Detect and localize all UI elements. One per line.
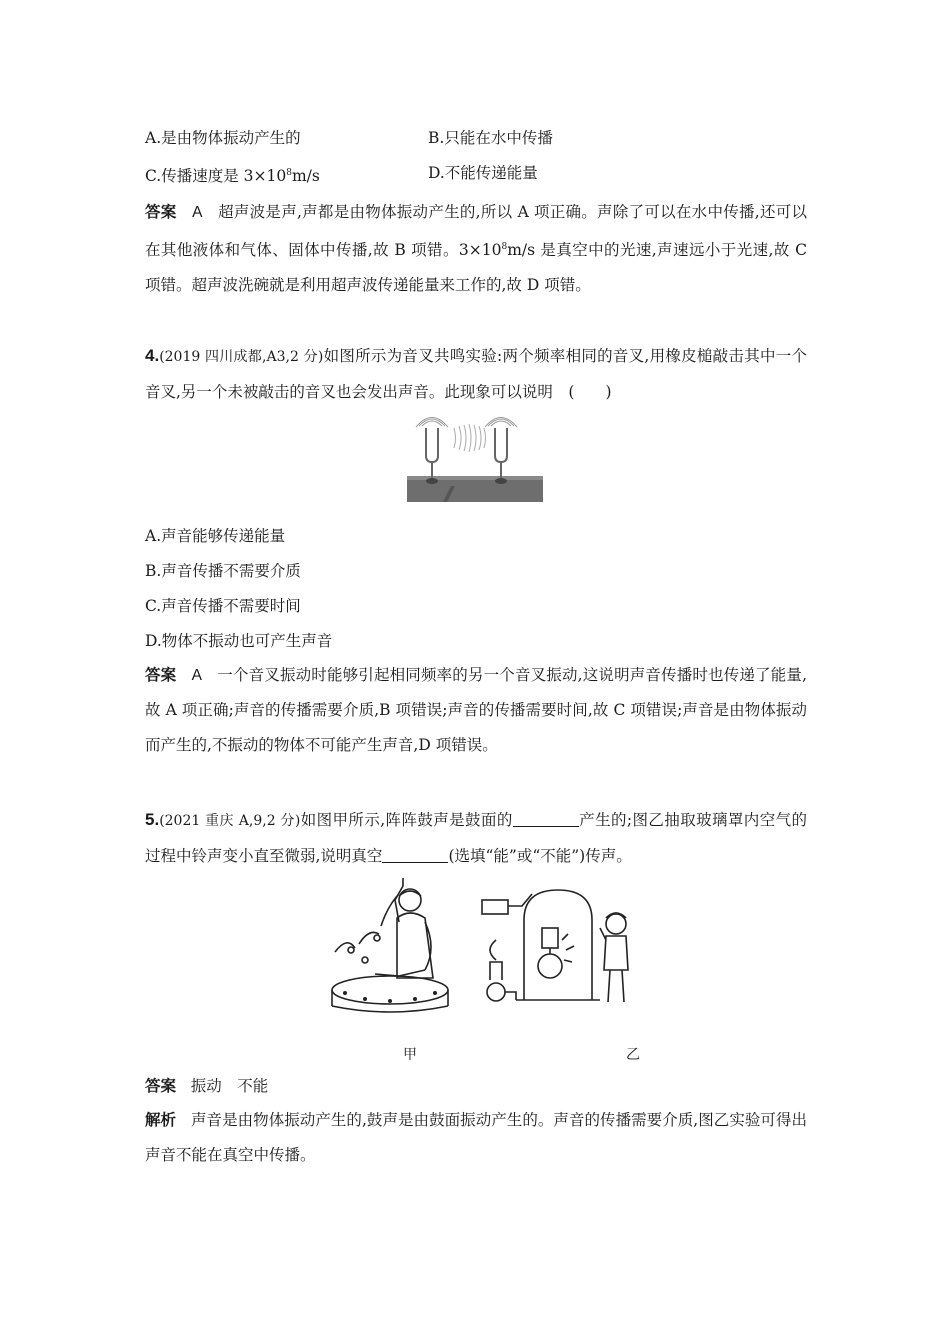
q3-option-d: D.不能传递能量 (428, 164, 538, 182)
question-number: 4. (145, 346, 160, 365)
drum-figure (325, 878, 465, 1013)
q5-analysis-block: 解析 声音是由物体振动产生的,鼓声是由鼓面振动产生的。声音的传播需要介质,图乙实验可得出声音不能在真空中传播。 (145, 1111, 807, 1164)
answer-label: 答案 (145, 1077, 177, 1095)
question-number: 5. (145, 810, 160, 829)
question-source: (2019 四川成都,A3,2 分) (159, 349, 324, 365)
analysis-label: 解析 (145, 1111, 177, 1129)
figure-caption-left: 甲 (403, 1047, 417, 1063)
q4-option-c: C.声音传播不需要时间 (145, 597, 301, 615)
tuning-fork-figure (407, 414, 543, 502)
q4-option-a: A.声音能够传递能量 (145, 527, 286, 545)
answer-label: 答案 (145, 203, 177, 221)
q3-option-b: B.只能在水中传播 (428, 129, 553, 147)
q5-answer (145, 1076, 268, 1096)
bell-jar-figure (476, 880, 636, 1010)
q3-option-c: C.传播速度是 $3\times 10^8m/s$ (145, 167, 320, 185)
q4-option-b: B.声音传播不需要介质 (145, 562, 301, 580)
answer-text: 振动 不能 (190, 1077, 269, 1095)
q3-answer-block: 答案 A 超声波是声,声都是由物体振动产生的,所以 A 项正确。声除了可以在水中传播,还可以在其他液体和气体、固体中传播,故 B 项错。$3\times 10^8m/s$ 是真空中的光速,声速远小于光速,故 C 项错。超声波洗碗就是利用超声波传递能量来工作的,故 D 项错。 (145, 203, 808, 294)
figure-caption-right: 乙 (626, 1047, 640, 1063)
q5-stem: 5.(2021 重庆 A,9,2 分)如图甲所示,阵阵鼓声是鼓面的 产生的;图乙抽取玻璃罩内空气的过程中铃声变小直至微弱,说明真空 (选填“能”或“不能”)传声。 (145, 810, 807, 865)
question-source: (2021 重庆 A,9,2 分) (159, 813, 301, 829)
answer-letter: A (192, 204, 203, 221)
q4-option-d: D.物体不振动也可产生声音 (145, 632, 333, 650)
answer-letter: A (191, 667, 202, 684)
answer-blank-2 (382, 848, 448, 863)
q4-stem: 4.(2019 四川成都,A3,2 分)如图所示为音叉共鸣实验:两个频率相同的音叉,用橡皮槌敲击其中一个音叉,另一个未被敲击的音叉也会发出声音。此现象可以说明 ( ) (145, 346, 807, 401)
q3-option-a: A.是由物体振动产生的 (145, 129, 301, 147)
q4-answer-block: 答案 A 一个音叉振动时能够引起相同频率的另一个音叉振动,这说明声音传播时也传递了能量,故 A 项正确;声音的传播需要介质,B 项错误;声音的传播需要时间,故 C 项错误;声音是由物体振动而产生的,不振动的物体不可能产生声音,D 项错误。 (145, 666, 808, 754)
answer-blank-1 (513, 812, 579, 827)
answer-label: 答案 (145, 666, 177, 684)
